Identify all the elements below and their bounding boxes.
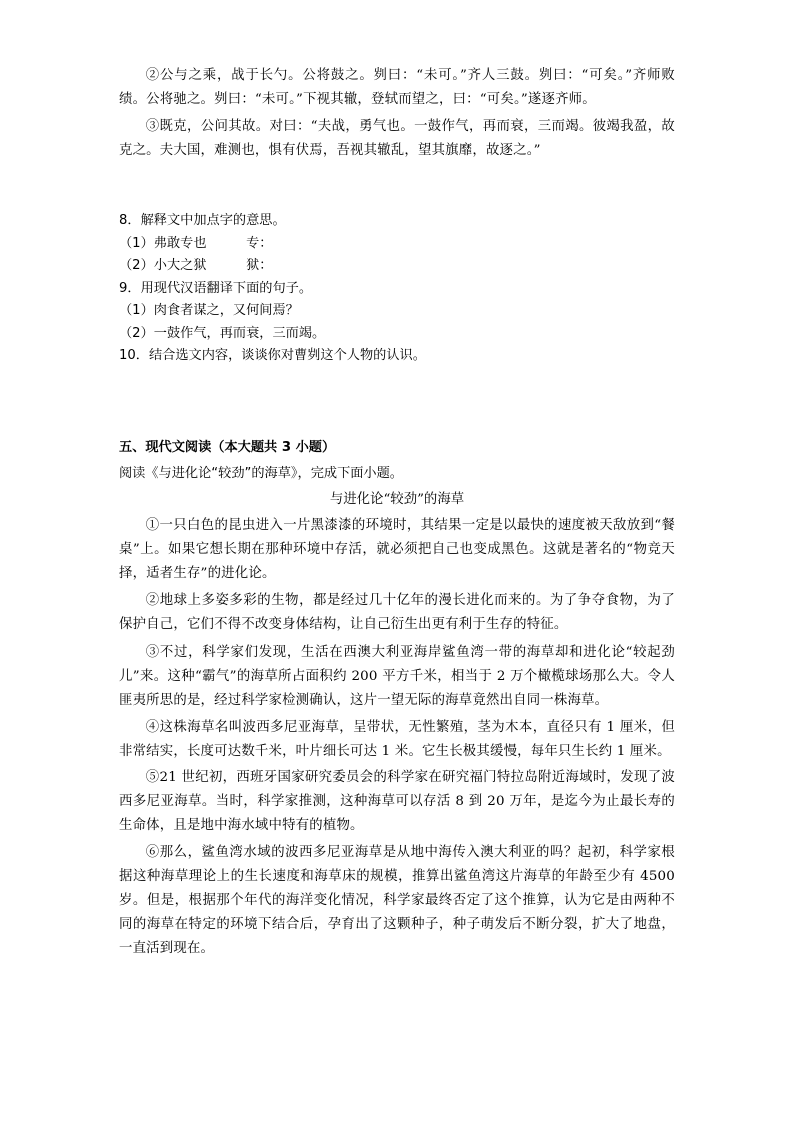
article-paragraph: ③不过，科学家们发现，生活在西澳大利亚海岸鲨鱼湾一带的海草却和进化论“较起劲儿”来。这种“霸气”的海草所占面积约 200 平方千米，相当于 2 万个橄榄球场那么大。令人匪夷所思的是，经过科学家检测确认，这片一望无际的海草竟然出自同一株海草。 [119, 645, 675, 709]
question-9: 9．用现代汉语翻译下面的句子。 [119, 280, 313, 296]
question-8-2: （2）小大之狱 狱： [119, 258, 273, 273]
section-intro: 阅读《与进化论“较劲”的海草》，完成下面小题。 [119, 466, 403, 481]
question-9-1: （1）肉食者谋之，又何间焉？ [119, 303, 299, 318]
article-paragraph: ②地球上多姿多彩的生物，都是经过几十亿年的漫长进化而来的。为了争夺食物，为了保护自己，它们不得不改变身体结构，让自己衍生出更有利于生存的特征。 [119, 592, 675, 632]
article-paragraph: ④这株海草名叫波西多尼亚海草，呈带状，无性繁殖，茎为木本，直径只有 1 厘米，但非常结实，长度可达数千米，叶片细长可达 1 米。它生长极其缓慢，每年只生长约 1 厘米。 [119, 719, 675, 759]
article-paragraph: ①一只白色的昆虫进入一片黑漆漆的环境时，其结果一定是以最快的速度被天敌放到“餐桌”上。如果它想长期在那种环境中存活，就必须把自己也变成黑色。这就是著名的“物竞天择，适者生存”的进化论。 [119, 518, 675, 582]
article-body [119, 514, 675, 962]
questions-block [119, 210, 675, 368]
question-8-1: （1）弗敢专也 专： [119, 235, 273, 251]
classical-paragraph-2: ②公与之乘，战于长勺。公将鼓之。刿曰：“未可。”齐人三鼓。刿曰：“可矣。”齐师败绩。公将驰之。刿曰：“未可。”下视其辙，登轼而望之，曰：“可矣。”遂逐齐师。 [119, 68, 675, 107]
classical-paragraph-3: ③既克，公问其故。对曰：“夫战，勇气也。一鼓作气，再而衰，三而竭。彼竭我盈，故克之。夫大国，难测也，惧有伏焉，吾视其辙乱，望其旗靡，故逐之。” [119, 119, 675, 158]
question-10: 10．结合选文内容，谈谈你对曹刿这个人物的认识。 [119, 348, 426, 363]
section-5 [119, 436, 675, 507]
article-paragraph: ⑤21 世纪初，西班牙国家研究委员会的科学家在研究福门特拉岛附近海域时，发现了波西多尼亚海草。当时，科学家推测，这种海草可以存活 8 到 20 万年，是迄今为止最长寿的生命体，且是地中海水域中特有的植物。 [119, 770, 675, 834]
article-title: 与进化论“较劲”的海草 [329, 491, 465, 507]
article-paragraph: ⑥那么，鲨鱼湾水域的波西多尼亚海草是从地中海传入澳大利亚的吗？起初，科学家根据这种海草理论上的生长速度和海草床的规模，推算出鲨鱼湾这片海草的年龄至少有 4500 岁。但是，根据那个年代的海洋变化情况，科学家最终否定了这个推算，认为它是由两种不同的海草在特定的环境下结合后，孕育出了这颗种子，种子萌发后不断分裂，扩大了地盘，一直活到现在。 [119, 844, 675, 957]
question-8: 8．解释文中加点字的意思。 [119, 213, 286, 228]
question-9-2: （2）一鼓作气，再而衰，三而竭。 [119, 325, 326, 341]
classical-passage [119, 64, 675, 162]
section-title: 五、现代文阅读（本大题共 3 小题） [119, 440, 336, 455]
